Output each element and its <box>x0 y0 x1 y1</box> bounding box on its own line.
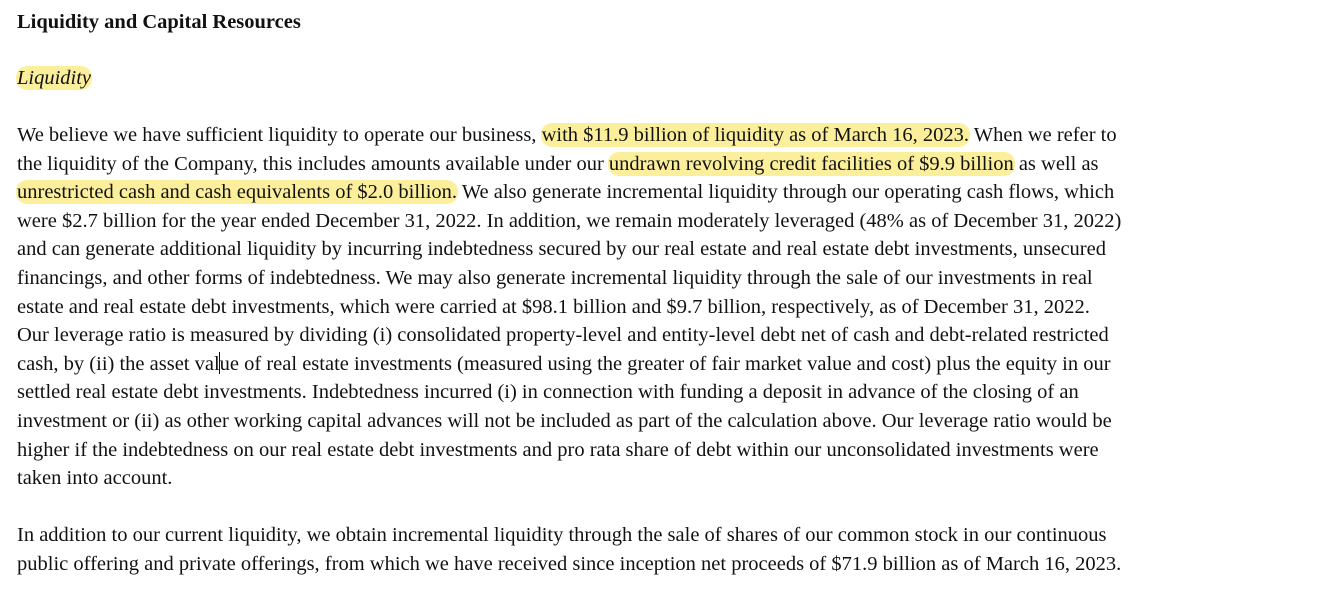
text-line: were $2.7 billion for the year ended December 31, 2022. In addition, we remain moderately leveraged (48% as of December 31, 2022) <box>17 209 1122 232</box>
highlight-unrestricted-cash[interactable]: unrestricted cash and cash equivalents of $2.0 billion. <box>17 181 458 204</box>
highlight-credit-facilities[interactable]: undrawn revolving credit facilities of $9.9 billion <box>608 152 1014 175</box>
additional-liquidity-paragraph <box>17 521 1121 578</box>
highlight-subheading[interactable]: Liquidity <box>17 67 92 89</box>
text-segment: cash, by (ii) the asset val <box>17 352 220 375</box>
text-line: In addition to our current liquidity, we obtain incremental liquidity through the sale of shares of our common stock in our continuous <box>17 524 1107 546</box>
text-segment: ue of real estate investments (measured using the greater of fair market value and cost) plus the equity in our <box>219 352 1111 375</box>
highlight-liquidity-amount[interactable]: with $11.9 billion of liquidity as of March 16, 2023. <box>541 124 969 146</box>
text-line: Our leverage ratio is measured by dividing (i) consolidated property-level and entity-level debt net of cash and debt-related restricted <box>17 324 1109 347</box>
text-line: taken into account. <box>17 467 173 490</box>
section-heading: Liquidity and Capital Resources <box>17 11 301 33</box>
text-line <box>17 150 1121 179</box>
text-line: public offering and private offerings, from which we have received since inception net proceeds of $71.9 billion as of March 16, 2023. <box>17 552 1122 575</box>
text-segment: When we refer to <box>969 124 1117 146</box>
text-line: settled real estate debt investments. Indebtedness incurred (i) in connection with funding a deposit in advance of the closing of an <box>17 381 1079 404</box>
text-line: financings, and other forms of indebtedness. We may also generate incremental liquidity through the sale of our investments in real <box>17 266 1093 289</box>
text-line <box>17 350 1121 379</box>
text-line <box>17 121 1121 150</box>
text-segment: as well as <box>1013 152 1099 175</box>
text-line: investment or (ii) as other working capital advances will not be included as part of the calculation above. Our leverage ratio would be <box>17 409 1112 432</box>
subsection-heading <box>17 64 91 92</box>
text-line: and can generate additional liquidity by incurring indebtedness secured by our real estate and real estate debt investments, unsecured <box>17 238 1106 261</box>
text-segment: We also generate incremental liquidity through our operating cash flows, which <box>457 181 1115 204</box>
text-segment: the liquidity of the Company, this includes amounts available under our <box>17 152 609 175</box>
text-line <box>17 178 1121 207</box>
text-line: higher if the indebtedness on our real estate debt investments and pro rata share of debt within our unconsolidated investments were <box>17 438 1099 461</box>
liquidity-paragraph <box>17 121 1121 493</box>
text-line: estate and real estate debt investments, which were carried at $98.1 billion and $9.7 billion, respectively, as of December 31, 2022. <box>17 295 1090 318</box>
text-segment: We believe we have sufficient liquidity to operate our business, <box>17 124 542 146</box>
